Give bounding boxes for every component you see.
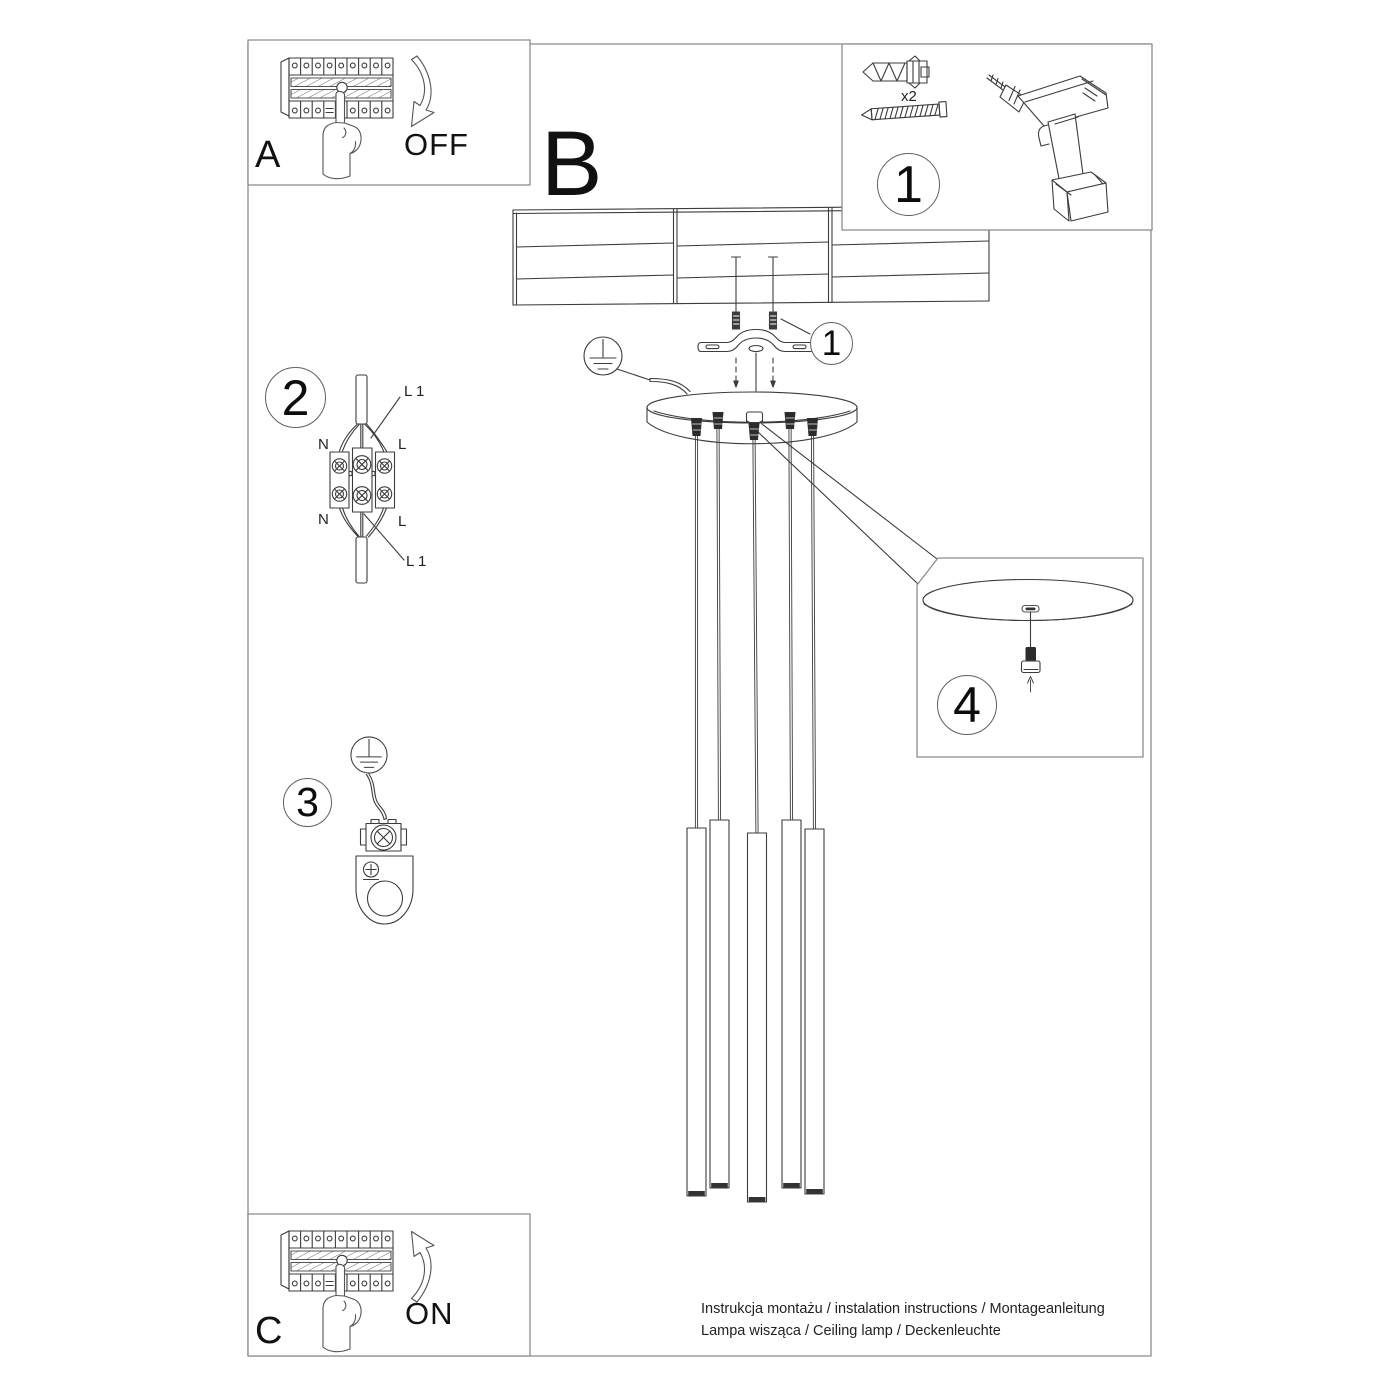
wire-label-l-top: L: [398, 436, 407, 453]
suspension-wires: [695, 428, 815, 833]
callout-ground-3: [283, 778, 332, 827]
on-label: ON: [405, 1296, 454, 1331]
detail-4-leaders: [757, 424, 937, 584]
grounding-detail: [351, 737, 413, 924]
l1-top-leader: [371, 397, 400, 438]
callout-tools-1: [877, 153, 940, 216]
box-c: [248, 1214, 530, 1356]
ground-symbol-canopy: [584, 337, 690, 394]
callout-ground-3-number: 3: [296, 779, 319, 825]
wire-label-l-bottom: L: [398, 513, 407, 530]
pendant-tubes: [687, 820, 824, 1202]
callout-screws-1-number: 1: [821, 323, 842, 363]
center-cap: [747, 412, 763, 423]
callout-wiring-2: [265, 367, 326, 428]
callout-tools-1-number: 1: [894, 155, 923, 214]
callout-canopy-4-number: 4: [953, 677, 981, 733]
callout-screws-1: [810, 322, 853, 365]
footer-line-1: Instrukcja montażu / instalation instructions / Montageanleitung: [701, 1301, 1105, 1317]
wire-label-l1-top: L 1: [404, 383, 425, 400]
section-b-label: B: [541, 113, 603, 215]
wire-label-l1-bottom: L 1: [406, 553, 427, 570]
wire-label-n-top: N: [318, 436, 329, 453]
wiring-terminal: [330, 375, 407, 583]
section-c-label: C: [255, 1310, 283, 1352]
anchor-quantity-label: x2: [901, 88, 917, 105]
box-a: [248, 40, 530, 185]
callout-wiring-2-number: 2: [281, 369, 310, 426]
section-a-label: A: [255, 134, 281, 176]
callout-canopy-4: [937, 675, 997, 735]
callout-1-leader: [781, 319, 810, 334]
wire-label-n-bottom: N: [318, 511, 329, 528]
footer-line-2: Lampa wisząca / Ceiling lamp / Deckenleuchte: [701, 1323, 1001, 1339]
off-label: OFF: [404, 127, 469, 162]
